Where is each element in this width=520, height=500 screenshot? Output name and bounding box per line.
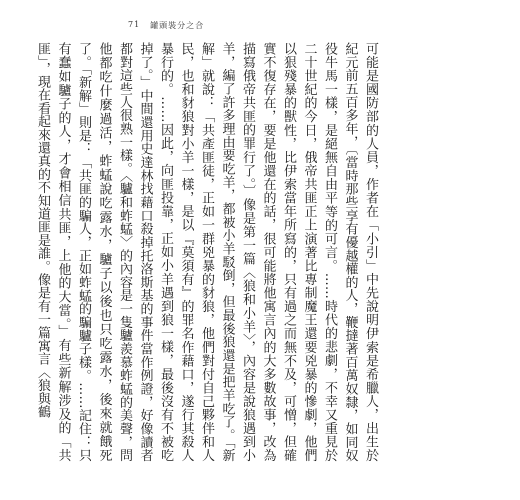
running-header	[128, 20, 204, 31]
paragraph: 可能是國防部的人員，作者在「小引」中先說明伊索是希臘人，出生於紀元前五百多年，〔當時那些享有優越權的人，鞭撻著百萬奴隸，如同奴役牛馬一樣，是絕無自由平等的可言。……時代的悲劇，不幸又重見於二十世紀的今日，俄帝共匪正上演著比專制魔王還要兇暴的慘劇，他們以狠殘暴的獸性，比伊索當年所寫的，只有過之而無不及，可憎，但確實不復存在，要是他還在的話，很可能將他寓言內的大多數故事，改為描寫俄帝共匪的罪行了。〕像是第一篇〈狼和小羊〉，內容是說狼遇到小羊，編了許多理由要吃羊，都被小羊駁倒，但最後狼還是把羊吃了。「新解」就說：「共產匪徒，正如一群兇暴的豺狼，他們對付自己夥伴和人民，也和豺狼對小羊一樣，是以『莫須有』的罪名作藉口，遂行其殺人暴行的。……因此，向匪投靠，正如小羊遇到狼一樣，最後沒有不被吃掉了。」中間還用史達林找藉口殺掉托洛斯基的事件當作例證，好像讀者都對這些人很熟一樣。〈驢和蚱蜢〉的內容是一隻驢羨慕蚱蜢的美聲，問他都吃什麼過活，蚱蜢說吃露水，驢子以後也只吃露水，後來就餓死了。「新解」則是：「共匪的騙人，正如蚱蜢的騙驢子樣。……記住：只有蠢如驢子的人，才會相信共匪，上他的大當。」有些新解涉及的「共匪」，現在看起來還真的不知道匪是誰。像是有一篇寓言〈狼與鶴	[35, 42, 378, 462]
vertical-body-text	[35, 42, 380, 462]
running-title: 罐頭裝分之合	[150, 21, 205, 30]
page-number: 71	[128, 20, 141, 29]
